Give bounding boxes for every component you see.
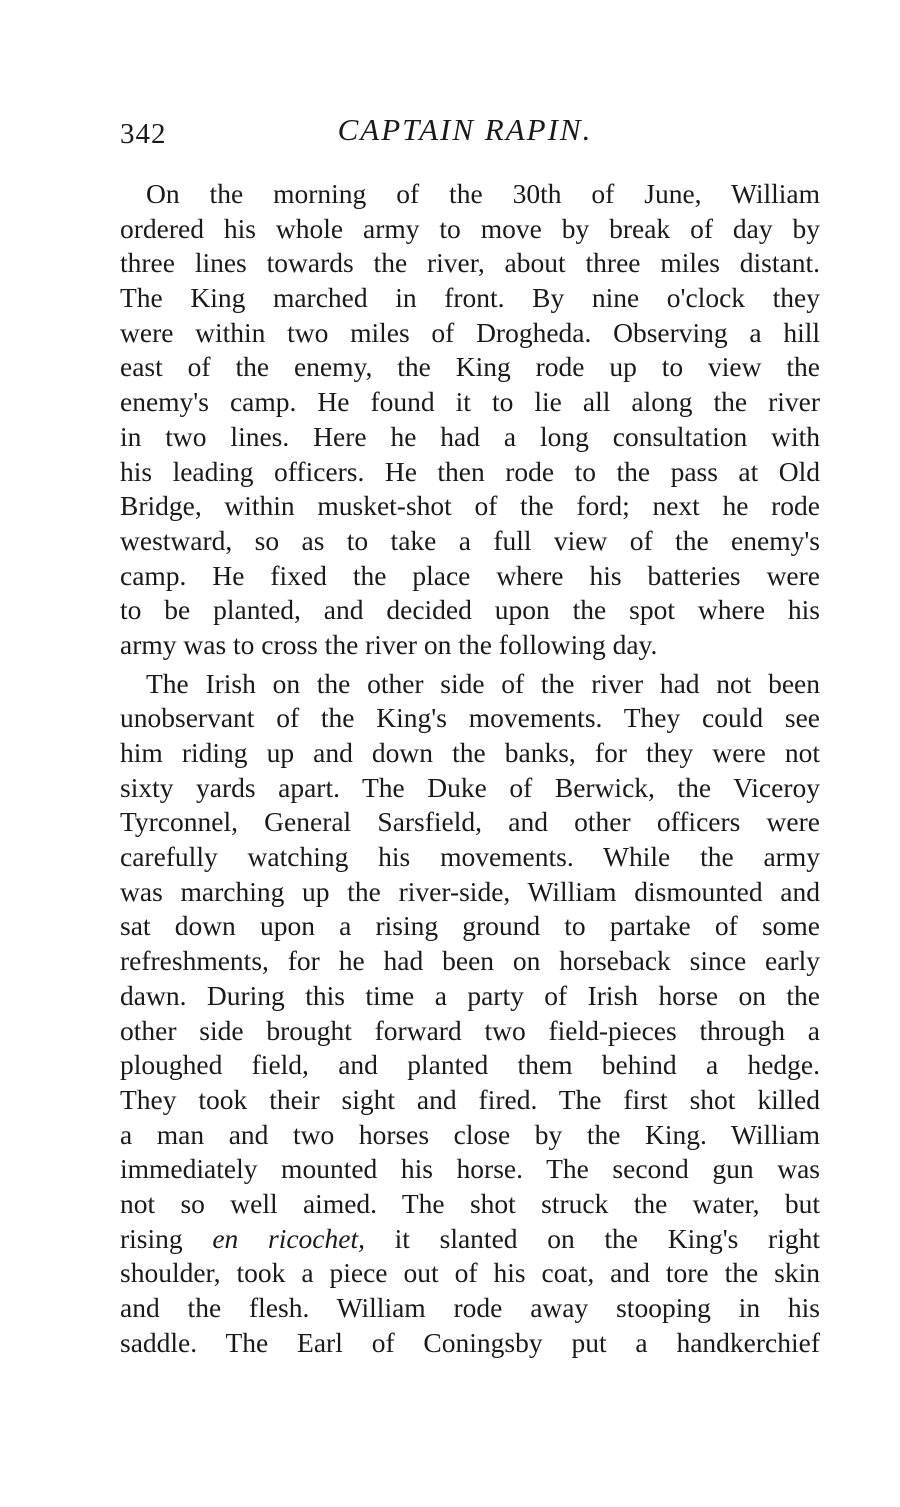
text-line: Tyrconnel, General Sarsfield, and other officers were [120,806,820,838]
text-line: enemy's camp. He found it to lie all along the river [120,386,820,418]
text-line: and the flesh. William rode away stooping in his [120,1292,820,1323]
text-line: to be planted, and decided upon the spot where his [120,594,820,626]
text-line: was marching up the river-side, William dismounted and [120,875,820,907]
text-line: carefully watching his movements. While the army [120,841,820,873]
text-line: saddle. The Earl of Coningsby put a handkerchief [120,1326,820,1358]
text-line: ploughed field, and planted them behind a hedge. [120,1049,820,1081]
text-line: On the morning of the 30th of June, William [146,178,820,209]
text-line: ordered his whole army to move by break of day by [120,212,820,244]
body-text [120,177,820,1360]
text-line: camp. He fixed the place where his batteries were [120,559,820,591]
text-line: Bridge, within musket-shot of the ford; next he rode [120,490,820,522]
text-line: army was to cross the river on the following day. [120,628,658,660]
text-line: a man and two horses close by the King. William [120,1118,820,1150]
text-line: dawn. During this time a party of Irish horse on the [120,979,820,1011]
page-number: 342 [120,118,167,150]
text-fragment: it slanted on the King's right [364,1222,820,1254]
text-line: in two lines. Here he had a long consultation with [120,420,820,452]
text-line-ricochet [120,1222,820,1257]
text-line: were within two miles of Drogheda. Observing a hill [120,316,820,348]
text-line: They took their sight and fired. The first shot killed [120,1083,820,1115]
running-header [0,108,900,158]
text-line: his leading officers. He then rode to the pass at Old [120,455,820,487]
italic-phrase: en ricochet, [212,1222,365,1254]
text-line: refreshments, for he had been on horseback since early [120,945,820,977]
text-line: unobservant of the King's movements. They could see [120,702,820,734]
text-line: The Irish on the other side of the river had not been [146,667,820,699]
paragraph [120,177,820,663]
text-line: him riding up and down the banks, for they were not [120,737,820,768]
text-line: three lines towards the river, about three miles distant. [120,247,820,279]
text-line: not so well aimed. The shot struck the water, but [120,1187,820,1219]
running-title: CAPTAIN RAPIN. [337,112,593,147]
text-line: shoulder, took a piece out of his coat, and tore the skin [120,1257,820,1289]
text-line: immediately mounted his horse. The second gun was [120,1153,820,1185]
text-line: sixty yards apart. The Duke of Berwick, the Viceroy [120,771,820,803]
paragraph [120,667,820,1361]
text-fragment: rising [120,1222,213,1254]
text-line: The King marched in front. By nine o'clock they [120,282,820,314]
text-line: sat down upon a rising ground to partake of some [120,910,820,942]
text-line: westward, so as to take a full view of the enemy's [120,524,820,556]
text-line: other side brought forward two field-pieces through a [120,1014,820,1046]
text-line: east of the enemy, the King rode up to view the [120,351,820,383]
